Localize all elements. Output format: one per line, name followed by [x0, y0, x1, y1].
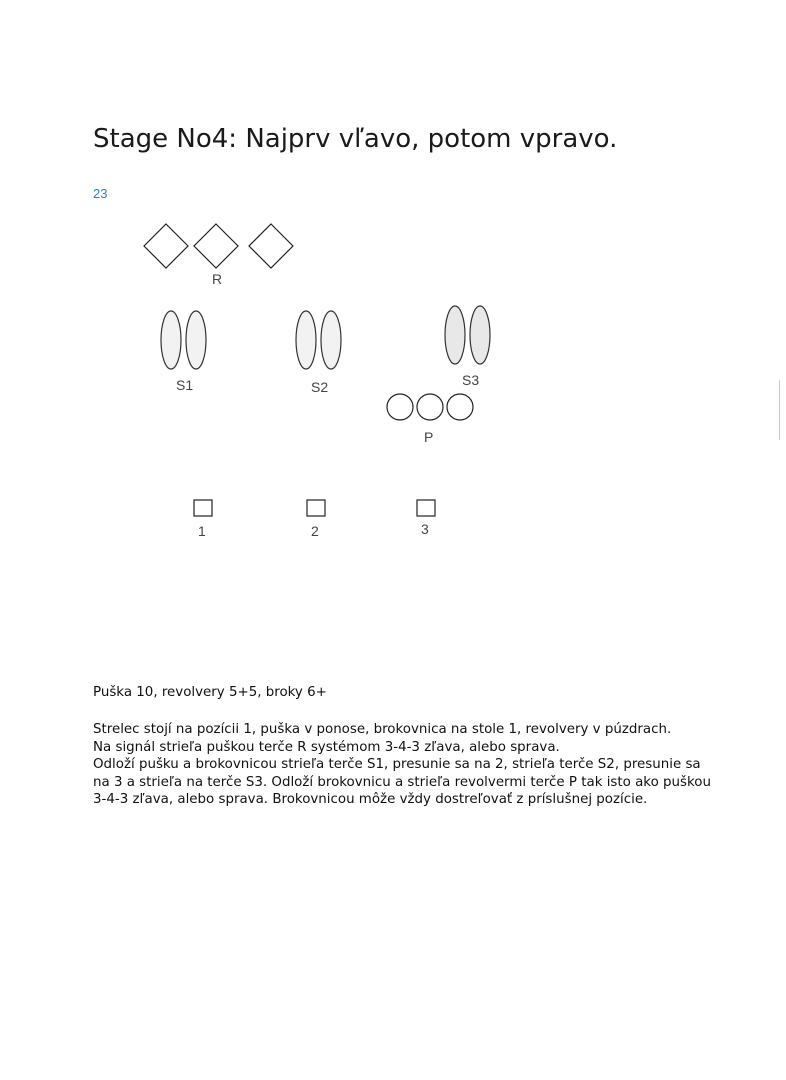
shotgun-target	[321, 311, 341, 369]
ammo-text: Puška 10, revolvery 5+5, broky 6+	[93, 685, 327, 700]
page-number: 23	[93, 186, 108, 201]
shotgun-target	[470, 306, 490, 364]
pistol-targets	[387, 394, 473, 420]
shotgun-target-label: S2	[311, 379, 329, 395]
position-box	[194, 500, 212, 516]
rifle-target	[194, 224, 238, 268]
shotgun-target	[186, 311, 206, 369]
rifle-target	[249, 224, 293, 268]
shotgun-targets-s3	[445, 306, 490, 364]
instruction-line: 3-4-3 zľava, alebo sprava. Brokovnicou môže vždy dostreľovať z príslušnej pozície.	[93, 792, 648, 807]
position-label: 2	[311, 523, 319, 539]
pistol-target	[447, 394, 473, 420]
page-title: Stage No4: Najprv vľavo, potom vpravo.	[93, 124, 618, 154]
pistol-target	[417, 394, 443, 420]
position-label: 3	[421, 521, 429, 537]
rifle-targets-label: R	[212, 271, 223, 287]
shotgun-target-label: S1	[176, 377, 194, 393]
instruction-line: Odloží pušku a brokovnicou strieľa terče S1, presunie sa na 2, strieľa terče S2, presunie sa	[93, 757, 701, 772]
position-box	[417, 500, 435, 516]
position-box	[307, 500, 325, 516]
stage-instructions	[93, 721, 713, 809]
instruction-line: Na signál strieľa puškou terče R systémom 3-4-3 zľava, alebo sprava.	[93, 739, 560, 755]
position-label: 1	[198, 523, 206, 539]
shotgun-target	[161, 311, 181, 369]
shotgun-targets-s2	[296, 311, 341, 369]
rifle-targets	[144, 224, 293, 268]
shooting-positions	[194, 500, 435, 516]
instruction-line: Strelec stojí na pozícii 1, puška v ponose, brokovnica na stole 1, revolvery v púzdrach.	[93, 722, 672, 737]
shotgun-targets-s1	[161, 311, 206, 369]
pistol-targets-label: P	[424, 429, 434, 445]
pistol-target	[387, 394, 413, 420]
shotgun-target	[445, 306, 465, 364]
instruction-line: na 3 a strieľa na terče S3. Odloží brokovnicu a strieľa revolvermi terče P tak isto ako puškou	[93, 774, 711, 790]
rifle-target	[144, 224, 188, 268]
shotgun-target-label: S3	[462, 372, 480, 388]
scan-edge-mark	[779, 380, 780, 440]
shotgun-target	[296, 311, 316, 369]
ammo-line	[93, 684, 713, 702]
